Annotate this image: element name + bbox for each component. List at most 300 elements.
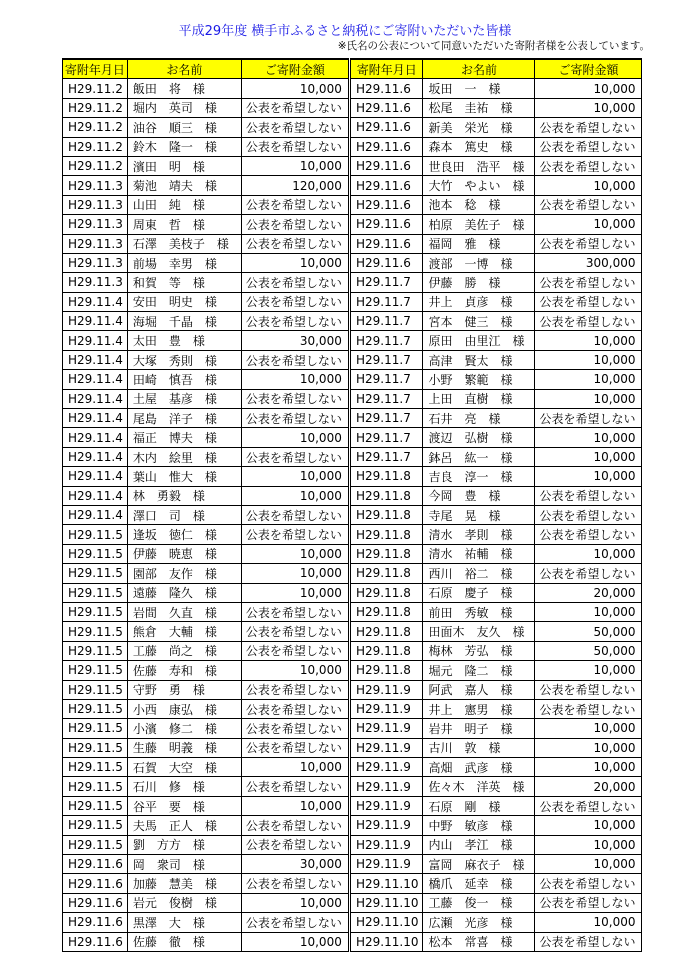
donor-name: 夫馬 正人 様: [127, 816, 241, 835]
table-row: [351, 758, 642, 777]
row-date: H29.11.9: [351, 835, 423, 854]
table-row: [351, 292, 642, 311]
table-row: [351, 583, 642, 602]
donor-name: 広瀬 光彦 様: [423, 913, 535, 932]
table-row: [63, 855, 349, 874]
table-row: [351, 661, 642, 680]
row-date: H29.11.9: [351, 758, 423, 777]
table-row: [63, 253, 349, 272]
table-row: [351, 370, 642, 389]
table-row: [63, 874, 349, 893]
donor-name: 田面木 友久 様: [423, 622, 535, 641]
donation-amount: 10,000: [535, 719, 642, 738]
donation-amount: 公表を希望しない: [241, 602, 348, 621]
donor-name: 清水 祐輔 様: [423, 544, 535, 563]
row-date: H29.11.8: [351, 505, 423, 524]
donor-name: 岡 衆司 様: [127, 855, 241, 874]
table-row: [351, 622, 642, 641]
donor-name: 飯田 将 様: [127, 79, 241, 98]
donation-amount: 公表を希望しない: [241, 913, 348, 932]
donor-name: 濱田 明 様: [127, 156, 241, 175]
donation-amount: 10,000: [241, 661, 348, 680]
donor-name: 木内 絵里 様: [127, 447, 241, 466]
donation-amount: 10,000: [535, 350, 642, 369]
donation-amount: 10,000: [241, 796, 348, 815]
table-row: [63, 467, 349, 486]
row-date: H29.11.2: [63, 118, 128, 137]
row-date: H29.11.6: [63, 913, 128, 932]
donation-amount: 公表を希望しない: [535, 525, 642, 544]
donor-name: 清水 孝則 様: [423, 525, 535, 544]
row-date: H29.11.7: [351, 273, 423, 292]
donation-amount: 公表を希望しない: [241, 719, 348, 738]
donation-amount: 10,000: [535, 370, 642, 389]
row-date: H29.11.8: [351, 564, 423, 583]
donation-amount: 公表を希望しない: [241, 409, 348, 428]
donation-amount: 10,000: [241, 467, 348, 486]
table-row: [63, 602, 349, 621]
row-date: H29.11.2: [63, 79, 128, 98]
table-row: [63, 486, 349, 505]
row-date: H29.11.7: [351, 331, 423, 350]
row-date: H29.11.6: [63, 893, 128, 912]
table-row: [63, 583, 349, 602]
donation-amount: 50,000: [535, 641, 642, 660]
donation-amount: 公表を希望しない: [535, 273, 642, 292]
table-row: [351, 932, 642, 951]
header-row: [351, 59, 642, 79]
table-row: [351, 641, 642, 660]
donor-name: 工藤 俊一 様: [423, 893, 535, 912]
donation-amount: 公表を希望しない: [241, 699, 348, 718]
donation-amount: 公表を希望しない: [241, 738, 348, 757]
donation-amount: 公表を希望しない: [241, 312, 348, 331]
donation-amount: 公表を希望しない: [535, 893, 642, 912]
donation-amount: 30,000: [241, 331, 348, 350]
table-row: [63, 758, 349, 777]
table-row: [351, 602, 642, 621]
table-row: [63, 564, 349, 583]
donor-name: 谷平 要 様: [127, 796, 241, 815]
donation-amount: 公表を希望しない: [241, 874, 348, 893]
row-date: H29.11.8: [351, 622, 423, 641]
row-date: H29.11.7: [351, 409, 423, 428]
row-date: H29.11.5: [63, 622, 128, 641]
table-row: [63, 932, 349, 951]
donor-name: 黒澤 大 様: [127, 913, 241, 932]
row-date: H29.11.7: [351, 312, 423, 331]
table-row: [351, 350, 642, 369]
table-row: [63, 699, 349, 718]
donor-name: 中野 敏彦 様: [423, 816, 535, 835]
donation-amount: 10,000: [241, 79, 348, 98]
donation-amount: 10,000: [535, 738, 642, 757]
header-date: 寄附年月日: [351, 59, 423, 79]
donation-amount: 公表を希望しない: [535, 699, 642, 718]
table-row: [351, 777, 642, 796]
donation-amount: 30,000: [241, 855, 348, 874]
donation-amount: 10,000: [535, 544, 642, 563]
donation-amount: 公表を希望しない: [241, 622, 348, 641]
header-name: お名前: [127, 59, 241, 79]
donor-name: 石賀 大空 様: [127, 758, 241, 777]
donor-name: 新美 栄光 様: [423, 118, 535, 137]
donor-name: 柏原 美佐子 様: [423, 215, 535, 234]
donor-name: 加藤 慧美 様: [127, 874, 241, 893]
donor-name: 大塚 秀則 様: [127, 350, 241, 369]
row-date: H29.11.4: [63, 292, 128, 311]
donation-amount: 10,000: [535, 331, 642, 350]
row-date: H29.11.3: [63, 253, 128, 272]
donation-amount: 20,000: [535, 583, 642, 602]
row-date: H29.11.6: [351, 79, 423, 98]
donor-name: 梅林 芳弘 様: [423, 641, 535, 660]
table-row: [63, 118, 349, 137]
row-date: H29.11.6: [351, 253, 423, 272]
table-row: [351, 874, 642, 893]
table-row: [63, 680, 349, 699]
donation-amount: 公表を希望しない: [535, 118, 642, 137]
donation-amount: 公表を希望しない: [241, 137, 348, 156]
table-row: [63, 312, 349, 331]
table-row: [351, 234, 642, 253]
table-row: [351, 273, 642, 292]
row-date: H29.11.6: [351, 215, 423, 234]
donation-amount: 公表を希望しない: [241, 447, 348, 466]
donation-amount: 50,000: [535, 622, 642, 641]
row-date: H29.11.4: [63, 350, 128, 369]
donor-name: 伊藤 暁恵 様: [127, 544, 241, 563]
row-date: H29.11.4: [63, 428, 128, 447]
table-row: [63, 98, 349, 117]
donation-amount: 300,000: [535, 253, 642, 272]
donor-name: 安田 明史 様: [127, 292, 241, 311]
row-date: H29.11.8: [351, 602, 423, 621]
table-row: [351, 680, 642, 699]
donor-name: 渡部 一博 様: [423, 253, 535, 272]
table-row: [351, 913, 642, 932]
table-row: [63, 176, 349, 195]
donation-amount: 10,000: [241, 564, 348, 583]
donation-amount: 公表を希望しない: [241, 505, 348, 524]
donation-amount: 公表を希望しない: [535, 156, 642, 175]
donor-name: 石川 修 様: [127, 777, 241, 796]
donor-name: 阿武 嘉人 様: [423, 680, 535, 699]
donation-amount: 10,000: [241, 893, 348, 912]
row-date: H29.11.9: [351, 738, 423, 757]
table-row: [351, 893, 642, 912]
donation-amount: 公表を希望しない: [241, 195, 348, 214]
donor-name: 上田 直樹 様: [423, 389, 535, 408]
row-date: H29.11.8: [351, 544, 423, 563]
row-date: H29.11.6: [63, 874, 128, 893]
donor-name: 太田 豊 様: [127, 331, 241, 350]
row-date: H29.11.5: [63, 835, 128, 854]
donor-name: 工藤 尚之 様: [127, 641, 241, 660]
donation-amount: 10,000: [535, 758, 642, 777]
table-row: [63, 796, 349, 815]
row-date: H29.11.10: [351, 893, 423, 912]
table-row: [63, 156, 349, 175]
donation-amount: 公表を希望しない: [241, 525, 348, 544]
row-date: H29.11.5: [63, 816, 128, 835]
table-row: [63, 137, 349, 156]
row-date: H29.11.3: [63, 195, 128, 214]
donation-amount: 公表を希望しない: [241, 680, 348, 699]
donation-amount: 10,000: [535, 447, 642, 466]
row-date: H29.11.6: [351, 195, 423, 214]
table-row: [63, 234, 349, 253]
table-row: [351, 719, 642, 738]
donation-amount: 公表を希望しない: [241, 816, 348, 835]
row-date: H29.11.5: [63, 544, 128, 563]
table-row: [351, 253, 642, 272]
row-date: H29.11.5: [63, 699, 128, 718]
table-row: [351, 331, 642, 350]
donor-name: 石原 慶子 様: [423, 583, 535, 602]
table-row: [351, 79, 642, 98]
row-date: H29.11.5: [63, 641, 128, 660]
row-date: H29.11.5: [63, 758, 128, 777]
row-date: H29.11.5: [63, 602, 128, 621]
donor-name: 小西 康弘 様: [127, 699, 241, 718]
row-date: H29.11.6: [351, 234, 423, 253]
row-date: H29.11.9: [351, 699, 423, 718]
donation-amount: 公表を希望しない: [241, 98, 348, 117]
donor-name: 守野 勇 様: [127, 680, 241, 699]
donation-amount: 公表を希望しない: [535, 505, 642, 524]
donor-name: 石澤 美枝子 様: [127, 234, 241, 253]
donation-amount: 120,000: [241, 176, 348, 195]
donation-amount: 10,000: [241, 486, 348, 505]
donation-amount: 10,000: [241, 156, 348, 175]
row-date: H29.11.5: [63, 680, 128, 699]
donation-amount: 20,000: [535, 777, 642, 796]
donor-name: 高畑 武彦 様: [423, 758, 535, 777]
donor-name: 石原 剛 様: [423, 796, 535, 815]
row-date: H29.11.6: [351, 118, 423, 137]
row-date: H29.11.8: [351, 525, 423, 544]
donor-name: 西川 裕二 様: [423, 564, 535, 583]
donation-amount: 10,000: [535, 661, 642, 680]
donor-name: 石井 亮 様: [423, 409, 535, 428]
row-date: H29.11.3: [63, 176, 128, 195]
donation-amount: 公表を希望しない: [241, 389, 348, 408]
donor-name: 葉山 惟大 様: [127, 467, 241, 486]
table-row: [351, 156, 642, 175]
donation-amount: 公表を希望しない: [535, 796, 642, 815]
table-row: [351, 195, 642, 214]
donor-name: 佐々木 洋英 様: [423, 777, 535, 796]
row-date: H29.11.9: [351, 719, 423, 738]
table-row: [351, 525, 642, 544]
row-date: H29.11.4: [63, 409, 128, 428]
donor-name: 吉良 淳一 様: [423, 467, 535, 486]
donation-amount: 公表を希望しない: [241, 215, 348, 234]
donor-name: 原田 由里江 様: [423, 331, 535, 350]
row-date: H29.11.6: [351, 176, 423, 195]
row-date: H29.11.4: [63, 331, 128, 350]
row-date: H29.11.4: [63, 312, 128, 331]
table-row: [63, 893, 349, 912]
table-row: [63, 913, 349, 932]
donor-name: 寺尾 晃 様: [423, 505, 535, 524]
donor-name: 今岡 豊 様: [423, 486, 535, 505]
donor-name: 世良田 浩平 様: [423, 156, 535, 175]
table-row: [351, 486, 642, 505]
donor-name: 岩元 俊樹 様: [127, 893, 241, 912]
donor-name: 山田 純 様: [127, 195, 241, 214]
donation-amount: 公表を希望しない: [241, 292, 348, 311]
table-row: [351, 98, 642, 117]
donor-name: 佐藤 寿和 様: [127, 661, 241, 680]
table-row: [351, 816, 642, 835]
table-row: [63, 738, 349, 757]
donation-amount: 公表を希望しない: [535, 137, 642, 156]
donor-name: 前田 秀敏 様: [423, 602, 535, 621]
row-date: H29.11.7: [351, 447, 423, 466]
donor-name: 劉 方方 様: [127, 835, 241, 854]
donation-amount: 10,000: [241, 932, 348, 951]
donor-name: 生藤 明義 様: [127, 738, 241, 757]
donor-name: 橋爪 延幸 様: [423, 874, 535, 893]
row-date: H29.11.9: [351, 816, 423, 835]
row-date: H29.11.7: [351, 428, 423, 447]
donor-name: 内山 孝江 様: [423, 835, 535, 854]
table-row: [351, 137, 642, 156]
row-date: H29.11.7: [351, 350, 423, 369]
row-date: H29.11.8: [351, 486, 423, 505]
donor-name: 井上 貞彦 様: [423, 292, 535, 311]
donation-amount: 10,000: [241, 758, 348, 777]
donor-name: 小野 繁範 様: [423, 370, 535, 389]
donation-amount: 10,000: [535, 602, 642, 621]
donor-name: 小濱 修二 様: [127, 719, 241, 738]
row-date: H29.11.2: [63, 156, 128, 175]
donation-amount: 10,000: [535, 98, 642, 117]
donor-name: 伊藤 勝 様: [423, 273, 535, 292]
donor-name: 尾島 洋子 様: [127, 409, 241, 428]
header-name: お名前: [423, 59, 535, 79]
donor-name: 園部 友作 様: [127, 564, 241, 583]
donor-name: 鈴木 隆一 様: [127, 137, 241, 156]
donor-table-left: [62, 58, 349, 952]
row-date: H29.11.5: [63, 738, 128, 757]
row-date: H29.11.4: [63, 467, 128, 486]
donor-name: 岩間 久直 様: [127, 602, 241, 621]
donation-amount: 10,000: [535, 835, 642, 854]
donor-name: 和賀 等 様: [127, 273, 241, 292]
donor-name: 森本 篤史 様: [423, 137, 535, 156]
table-row: [63, 215, 349, 234]
table-row: [63, 79, 349, 98]
donation-amount: 公表を希望しない: [241, 641, 348, 660]
donor-name: 油谷 順三 様: [127, 118, 241, 137]
table-row: [351, 312, 642, 331]
row-date: H29.11.4: [63, 370, 128, 389]
donation-amount: 公表を希望しない: [241, 350, 348, 369]
donation-amount: 10,000: [535, 428, 642, 447]
table-row: [63, 195, 349, 214]
row-date: H29.11.6: [351, 98, 423, 117]
donor-name: 池本 稔 様: [423, 195, 535, 214]
donation-amount: 10,000: [535, 79, 642, 98]
table-row: [351, 505, 642, 524]
table-row: [63, 350, 349, 369]
header-row: [63, 59, 349, 79]
donor-name: 宮本 健三 様: [423, 312, 535, 331]
donation-amount: 公表を希望しない: [535, 292, 642, 311]
donation-amount: 10,000: [241, 370, 348, 389]
donor-name: 富岡 麻衣子 様: [423, 855, 535, 874]
table-row: [351, 118, 642, 137]
donation-amount: 10,000: [535, 215, 642, 234]
table-row: [351, 564, 642, 583]
table-row: [351, 389, 642, 408]
table-row: [63, 525, 349, 544]
row-date: H29.11.5: [63, 583, 128, 602]
donation-amount: 10,000: [241, 583, 348, 602]
donor-name: 前場 幸男 様: [127, 253, 241, 272]
row-date: H29.11.4: [63, 505, 128, 524]
row-date: H29.11.9: [351, 777, 423, 796]
donor-name: 澤口 司 様: [127, 505, 241, 524]
row-date: H29.11.8: [351, 641, 423, 660]
table-row: [351, 544, 642, 563]
donor-name: 坂田 一 様: [423, 79, 535, 98]
table-row: [351, 428, 642, 447]
header-date: 寄附年月日: [63, 59, 128, 79]
table-row: [63, 544, 349, 563]
table-row: [63, 622, 349, 641]
row-date: H29.11.6: [351, 156, 423, 175]
row-date: H29.11.10: [351, 932, 423, 951]
donation-amount: 公表を希望しない: [535, 564, 642, 583]
donor-name: 熊倉 大輔 様: [127, 622, 241, 641]
row-date: H29.11.5: [63, 719, 128, 738]
table-row: [351, 699, 642, 718]
disclosure-note: ※氏名の公表について同意いただいた寄附者様を公表しています。: [337, 40, 650, 52]
row-date: H29.11.6: [63, 932, 128, 951]
table-row: [63, 370, 349, 389]
table-row: [351, 176, 642, 195]
donor-name: 海堀 千晶 様: [127, 312, 241, 331]
donation-amount: 10,000: [535, 176, 642, 195]
donor-name: 遠藤 隆久 様: [127, 583, 241, 602]
table-row: [63, 777, 349, 796]
row-date: H29.11.5: [63, 777, 128, 796]
donation-amount: 10,000: [241, 544, 348, 563]
donor-name: 田崎 慎吾 様: [127, 370, 241, 389]
donation-amount: 公表を希望しない: [535, 680, 642, 699]
table-row: [351, 447, 642, 466]
row-date: H29.11.10: [351, 874, 423, 893]
row-date: H29.11.2: [63, 98, 128, 117]
table-row: [63, 719, 349, 738]
donor-name: 福岡 雅 様: [423, 234, 535, 253]
donation-amount: 公表を希望しない: [535, 932, 642, 951]
table-row: [351, 409, 642, 428]
donor-name: 鉢呂 紘一 様: [423, 447, 535, 466]
donor-name: 周東 哲 様: [127, 215, 241, 234]
row-date: H29.11.2: [63, 137, 128, 156]
row-date: H29.11.4: [63, 389, 128, 408]
donor-name: 福正 博夫 様: [127, 428, 241, 447]
page-title: 平成29年度 横手市ふるさと納税にご寄附いただいた皆様: [178, 24, 512, 39]
donation-amount: 10,000: [535, 913, 642, 932]
donor-name: 松尾 圭祐 様: [423, 98, 535, 117]
donation-amount: 10,000: [535, 855, 642, 874]
